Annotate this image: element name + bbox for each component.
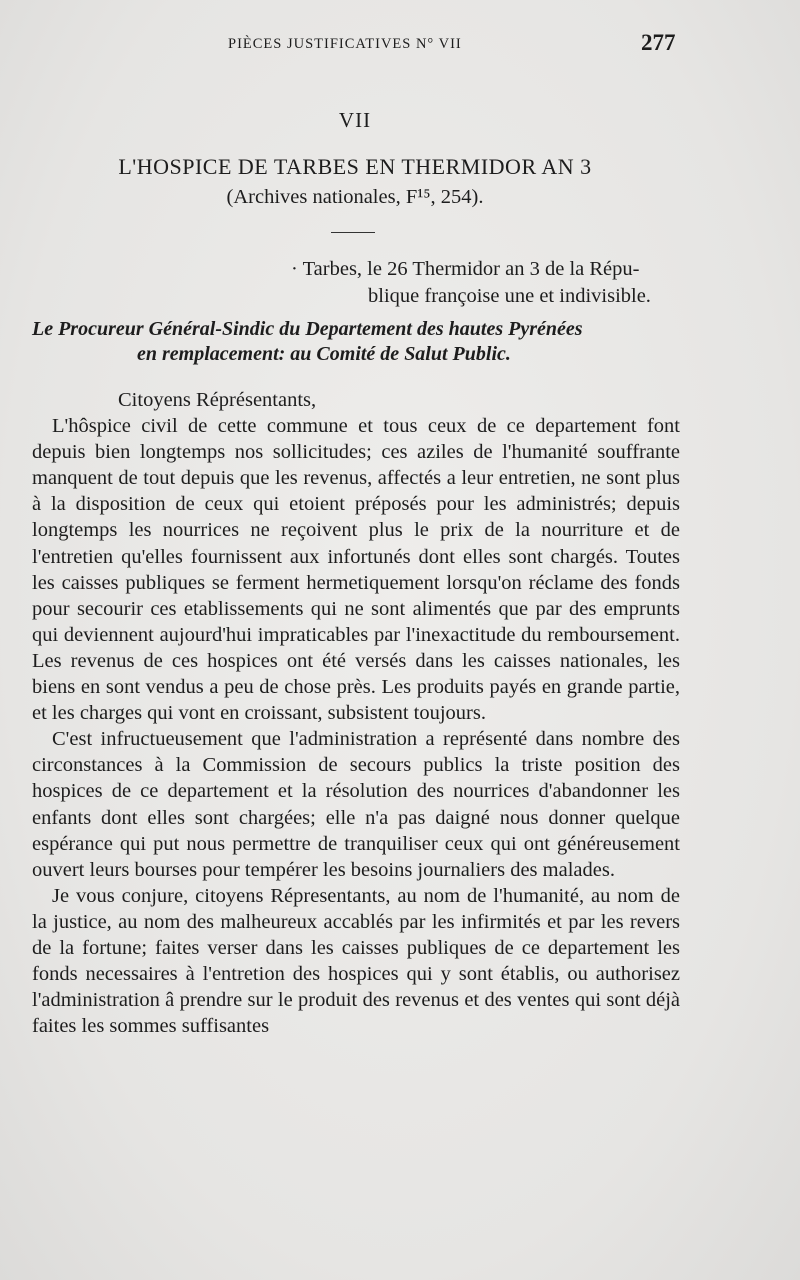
archive-source: (Archives nationales, F¹⁵, 254). [226,186,484,208]
dateline-line-2: blique françoise une et indivisible. [368,285,651,307]
letter-heading [32,317,692,367]
title-rule-divider [331,232,375,233]
paragraph-2: C'est infructueusement que l'administration a représenté dans nombre des circonstances à la Commission de secours publics la triste position des hospices de ce departement et la résolution des nourrices d'abandonner les enfants dont elles sont chargées; elle n'a pas daigné nous donner quelque espérance qui put nous permettre de tranquiliser ceux qui ont généreusement ouvert leurs bourses pour tempérer les besoins journaliers des malades. [32,728,680,881]
salutation: Citoyens Réprésentants, [118,389,317,411]
letter-heading-line-2: en remplacement: au Comité de Salut Public. [137,343,511,365]
letter-heading-line-1: Le Procureur Général-Sindic du Departement des hautes Pyrénées [32,318,583,340]
dateline [291,256,681,310]
paragraph-1: L'hôspice civil de cette commune et tous ceux de ce departement font depuis bien longtemps nos sollicitudes; ces aziles de l'humanité souffrante manquent de tout depuis que les revenus, affectés a leur entretien, ne sont plus à la disposition de ceux qui etoient préposés pour les administrés; depuis longtemps les nourrices ne reçoivent plus le prix de la nourriture et de l'entretien qu'elles fournissent aux infortunés dont elles sont chargés. Toutes les caisses publiques se ferment hermetiquement lorsqu'on réclame des fonds pour secourir ces etablissements qui ne sont alimentés que par des emprunts qui deviennent aujourd'hui impraticables par l'inexactitude du remboursement. Les revenus de ces hospices ont été versés dans les caisses nationales, les biens en sont vendus a peu de chose près. Les produits payés en grande partie, et les charges qui vont en croissant, subsistent toujours. [32,415,680,725]
page-number: 277 [641,30,676,55]
section-number: VII [338,108,372,132]
dateline-line-1: · Tarbes, le 26 Thermidor an 3 de la Répu- [291,258,640,280]
running-title: PIÈCES JUSTIFICATIVES N° VII [228,36,462,52]
document-title: L'HOSPICE DE TARBES EN THERMIDOR AN 3 [118,154,592,179]
letter-body [32,387,680,1039]
running-header [0,30,800,60]
paragraph-3: Je vous conjure, citoyens Répresentants, au nom de l'humanité, au nom de la justice, au nom des malheureux accablés par les infirmités et par les revers de la fortune; faites verser dans les caisses publiques de ce departement les fonds necessaires à l'entretion des hospices qui y sont établis, ou authorisez l'administration â prendre sur le produit des revenus et des ventes qui sont déjà faites les sommes suffisantes [32,884,680,1038]
